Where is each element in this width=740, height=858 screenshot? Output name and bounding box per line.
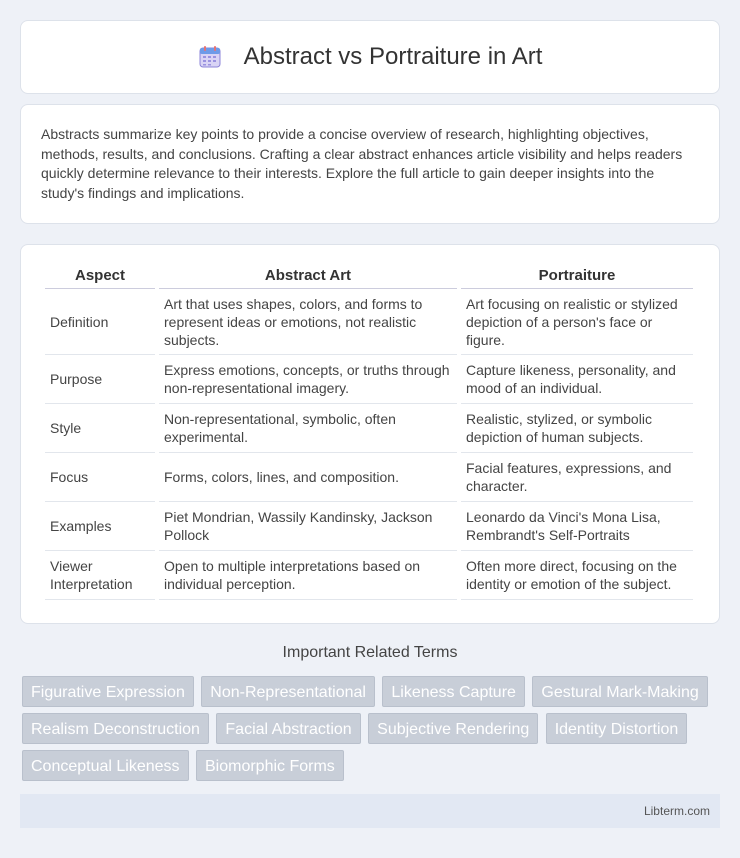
table-row [45,355,693,404]
page-title: Abstract vs Portraiture in Art [243,43,543,70]
cell-abstract-art: Open to multiple interpretations based on individual perception. [159,551,457,600]
header-card [20,20,720,94]
table-row [45,453,693,502]
cell-abstract-art: Non-representational, symbolic, often experimental. [159,404,457,453]
tag-gestural-mark-making[interactable]: Gestural Mark-Making [532,676,707,707]
table-row [45,289,693,355]
cell-aspect: Definition [45,289,155,355]
cell-abstract-art: Art that uses shapes, colors, and forms to represent ideas or emotions, not realistic subjects. [159,289,457,355]
tag-non-representational[interactable]: Non-Representational [201,676,375,707]
cell-aspect: Viewer Interpretation [45,551,155,600]
related-terms-list [22,676,722,787]
cell-aspect: Style [45,404,155,453]
cell-portraiture: Realistic, stylized, or symbolic depiction of human subjects. [461,404,693,453]
cell-abstract-art: Express emotions, concepts, or truths through non-representational imagery. [159,355,457,404]
related-terms-heading: Important Related Terms [282,644,458,661]
footer-site-link[interactable]: Libterm.com [643,804,710,818]
cell-portraiture: Capture likeness, personality, and mood of an individual. [461,355,693,404]
comparison-table [41,265,697,600]
cell-portraiture: Often more direct, focusing on the identity or emotion of the subject. [461,551,693,600]
tag-identity-distortion[interactable]: Identity Distortion [546,713,688,744]
cell-portraiture: Art focusing on realistic or stylized depiction of a person's face or figure. [461,289,693,355]
cell-aspect: Purpose [45,355,155,404]
cell-abstract-art: Forms, colors, lines, and composition. [159,453,457,502]
tag-facial-abstraction[interactable]: Facial Abstraction [216,713,360,744]
header-abstract-art: Abstract Art [159,265,457,289]
table-row [45,502,693,551]
abstract-text: Abstracts summarize key points to provide a concise overview of research, highlighting objectives, methods, results, and conclusions. Crafting a clear abstract enhances article visibility and helps readers quickly determine relevance to their interests. Explore the full article to gain deeper insights into the study's findings and implications. [41,126,683,201]
tag-figurative-expression[interactable]: Figurative Expression [22,676,194,707]
tag-conceptual-likeness[interactable]: Conceptual Likeness [22,750,189,781]
table-row [45,551,693,600]
table-row [45,404,693,453]
cell-portraiture: Leonardo da Vinci's Mona Lisa, Rembrandt's Self-Portraits [461,502,693,551]
cell-portraiture: Facial features, expressions, and character. [461,453,693,502]
cell-aspect: Examples [45,502,155,551]
header-portraiture: Portraiture [461,265,693,289]
footer [20,794,720,828]
header-aspect: Aspect [45,265,155,289]
tag-realism-deconstruction[interactable]: Realism Deconstruction [22,713,209,744]
cell-aspect: Focus [45,453,155,502]
tag-subjective-rendering[interactable]: Subjective Rendering [368,713,538,744]
comparison-card [20,244,720,624]
cell-abstract-art: Piet Mondrian, Wassily Kandinsky, Jackson Pollock [159,502,457,551]
tag-biomorphic-forms[interactable]: Biomorphic Forms [196,750,344,781]
tag-likeness-capture[interactable]: Likeness Capture [382,676,525,707]
abstract-card [20,104,720,224]
calendar-icon [198,45,222,69]
